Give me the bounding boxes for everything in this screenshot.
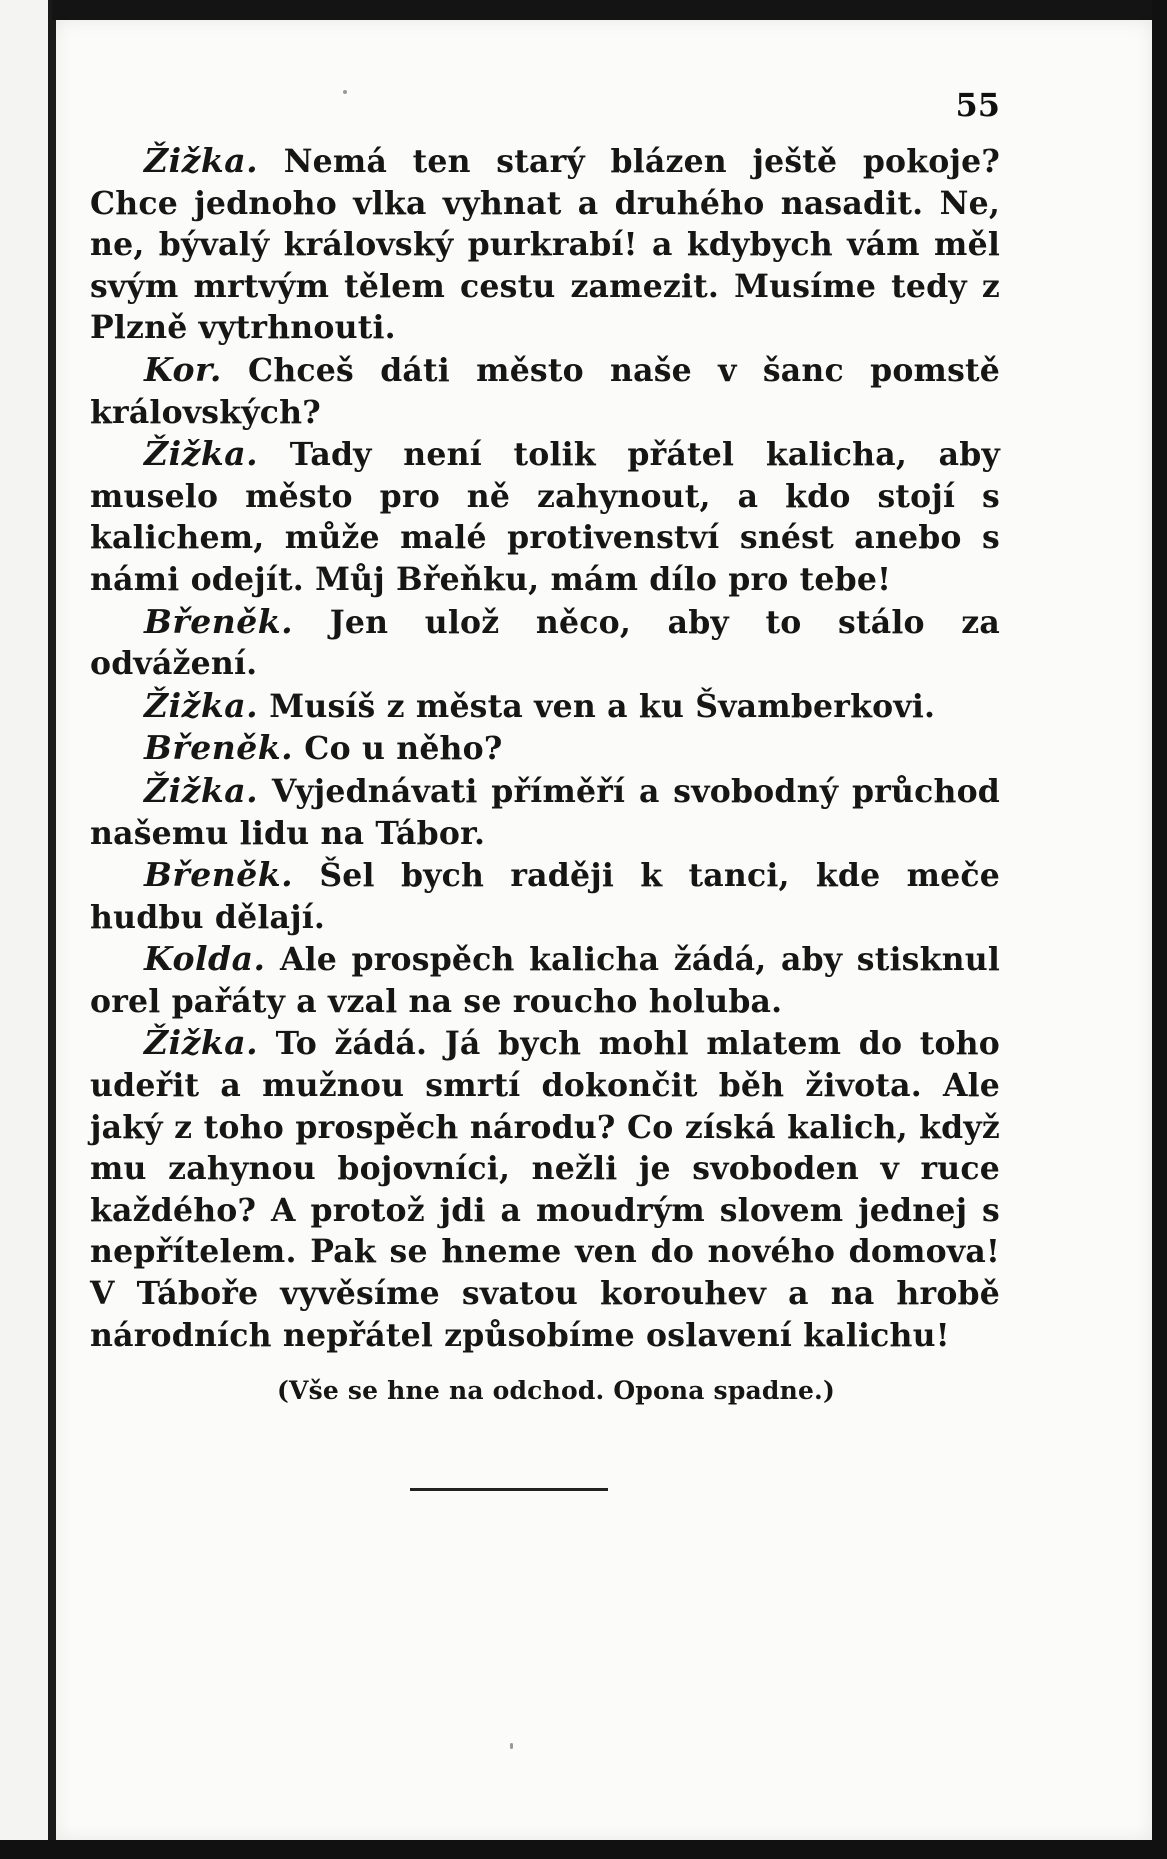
speaker-name: Břeněk. bbox=[144, 601, 294, 641]
dialogue-paragraph bbox=[90, 601, 1000, 685]
dialogue-paragraph bbox=[90, 433, 1000, 600]
dialogue-paragraph bbox=[90, 727, 1000, 770]
speech-text: Ale prospěch kalicha žádá, aby stisknul orel pařáty a vzal na se roucho holuba. bbox=[90, 941, 1000, 1020]
speech-text: Vyjednávati příměří a svobodný průchod našemu lidu na Tábor. bbox=[90, 772, 1000, 852]
scan-speck bbox=[343, 90, 347, 94]
dialogue-paragraph bbox=[90, 685, 1000, 728]
speaker-name: Žižka. bbox=[144, 770, 259, 810]
speaker-name: Břeněk. bbox=[144, 855, 294, 895]
scan-right-edge bbox=[1152, 0, 1167, 1859]
dialogue-paragraph bbox=[90, 349, 1000, 433]
speaker-name: Kolda. bbox=[144, 939, 266, 979]
dialogue-paragraph bbox=[90, 854, 1000, 938]
speaker-name: Žižka. bbox=[144, 434, 259, 474]
speech-text: Musíš z města ven a ku Švamberkovi. bbox=[269, 687, 936, 725]
speaker-name: Kor. bbox=[144, 349, 222, 389]
speech-text: Chceš dáti město naše v šanc pomstě královských? bbox=[90, 351, 1000, 431]
speaker-name: Břeněk. bbox=[144, 728, 294, 768]
speech-text: Šel bych raději k tanci, kde meče hudbu dělají. bbox=[90, 857, 1000, 936]
speech-text: Nemá ten starý blázen ještě pokoje? Chce jednoho vlka vyhnat a druhého nasadit. Ne, ne, bývalý královský purkrabí! a kdybych vám měl svým mrtvým tělem cestu zamezit. Musíme tedy z Plzně vytrhnouti. bbox=[90, 143, 1000, 347]
stage-direction: (Vše se hne na odchod. Opona spadne.) bbox=[276, 1376, 835, 1406]
speaker-name: Žižka. bbox=[144, 141, 259, 180]
speech-text: To žádá. Já bych mohl mlatem do toho udeřit a mužnou smrtí dokončit běh života. Ale jaký z toho prospěch národu? Co získá kalich, když mu zahynou bojovníci, nežli je svoboden v ruce každého? A protož jdi a moudrým slovem jednej s nepřítelem. Pak se hneme ven do nového domova! V Táboře vyvěsíme svatou korouhev a na hrobě národních nepřátel způsobíme oslavení kalichu! bbox=[90, 1025, 1000, 1354]
scan-left-margin bbox=[0, 0, 52, 1859]
scan-top-edge bbox=[0, 0, 1167, 20]
dialogue-paragraph bbox=[90, 770, 1000, 854]
dialogue-paragraph bbox=[90, 1022, 1000, 1356]
scan-speck bbox=[510, 1743, 513, 1749]
dialogue-paragraph bbox=[90, 938, 1000, 1022]
end-rule bbox=[410, 1488, 608, 1491]
page-number: 55 bbox=[955, 86, 1000, 124]
speaker-name: Žižka. bbox=[144, 1023, 259, 1063]
dialogue-text bbox=[90, 140, 1000, 1412]
speaker-name: Žižka. bbox=[144, 685, 259, 725]
speech-text: Co u něho? bbox=[304, 730, 503, 768]
dialogue-paragraph bbox=[90, 140, 1000, 349]
speech-text: Jen ulož něco, aby to stálo za odvážení. bbox=[90, 603, 1000, 683]
speech-text: Tady není tolik přátel kalicha, aby muselo město pro ně zahynout, a kdo stojí s kalichem, může malé protivenství snést anebo s námi odejít. Můj Břeňku, mám dílo pro tebe! bbox=[90, 436, 1000, 598]
scan-bottom-edge bbox=[0, 1840, 1167, 1859]
